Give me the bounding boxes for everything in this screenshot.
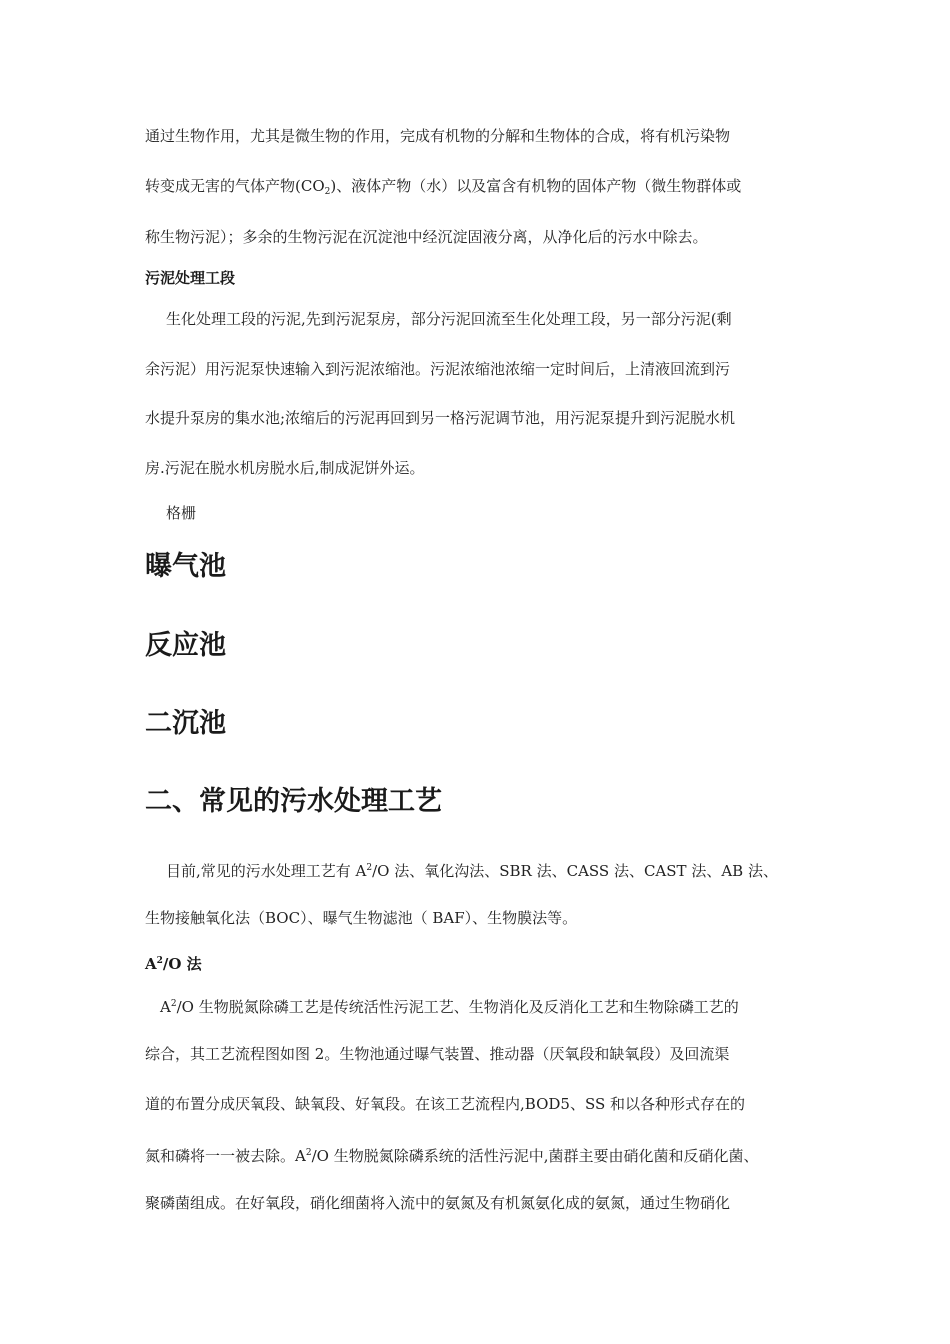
paragraph-line: 房.污泥在脱水机房脱水后,制成泥饼外运。 — [145, 459, 425, 477]
text-segment: /O 生物脱氮除磷系统的活性污泥中,菌群主要由硝化菌和反硝化菌、 — [311, 1147, 759, 1165]
text-segment: 氮和磷将一一被去除。A — [145, 1147, 306, 1165]
text-segment: A — [145, 955, 157, 973]
heading-reaction-tank: 反应池 — [145, 630, 226, 661]
text-segment: /O 法、氧化沟法、SBR 法、CASS 法、CAST 法、AB 法、 — [372, 862, 778, 880]
heading-secondary-clarifier: 二沉池 — [145, 708, 226, 739]
superscript: 2 — [170, 999, 177, 1009]
section-subheading: 污泥处理工段 — [145, 269, 236, 287]
superscript: 2 — [366, 863, 373, 873]
text-segment: /O 生物脱氮除磷工艺是传统活性污泥工艺、生物消化及反消化工艺和生物除磷工艺的 — [176, 998, 739, 1016]
paragraph-line: 生物接触氧化法（BOC）、曝气生物滤池（ BAF）、生物膜法等。 — [145, 909, 578, 927]
text-segment: 转变成无害的气体产物(CO — [145, 177, 325, 195]
subscript: 2 — [324, 187, 331, 197]
text-segment: )、液体产物（水）以及富含有机物的固体产物（微生物群体或 — [330, 177, 742, 195]
heading-aeration-tank: 曝气池 — [145, 551, 226, 582]
paragraph-line: 通过生物作用，尤其是微生物的作用，完成有机物的分解和生物体的合成，将有机污染物 — [145, 127, 731, 145]
section-heading: 二、常见的污水处理工艺 — [145, 786, 442, 817]
paragraph-line — [160, 994, 739, 1017]
text-segment: /O 法 — [162, 955, 202, 973]
section-subheading — [145, 951, 202, 974]
paragraph-line: 综合，其工艺流程图如图 2。生物池通过曝气装置、推动器（厌氧段和缺氧段）及回流渠 — [145, 1045, 730, 1063]
paragraph-line: 生化处理工段的污泥,先到污泥泵房，部分污泥回流至生化处理工段，另一部分污泥(剩 — [166, 310, 732, 328]
paragraph-line: 道的布置分成厌氧段、缺氧段、好氧段。在该工艺流程内,BOD5、SS 和以各种形式存在的 — [145, 1095, 745, 1113]
superscript: 2 — [305, 1148, 312, 1158]
paragraph-line: 称生物污泥）；多余的生物污泥在沉淀池中经沉淀固液分离，从净化后的污水中除去。 — [145, 228, 708, 246]
grille-label: 格栅 — [166, 504, 197, 522]
paragraph-line — [145, 1143, 758, 1166]
paragraph-line: 聚磷菌组成。在好氧段，硝化细菌将入流中的氨氮及有机氮氨化成的氨氮，通过生物硝化 — [145, 1194, 731, 1212]
paragraph-line — [166, 858, 778, 881]
paragraph-line: 水提升泵房的集水池;浓缩后的污泥再回到另一格污泥调节池，用污泥泵提升到污泥脱水机 — [145, 409, 736, 427]
text-segment: A — [160, 998, 171, 1016]
text-segment: 目前,常见的污水处理工艺有 A — [166, 862, 367, 880]
superscript: 2 — [156, 956, 163, 966]
paragraph-line — [145, 176, 741, 202]
paragraph-line: 余污泥）用污泥泵快速输入到污泥浓缩池。污泥浓缩池浓缩一定时间后，上清液回流到污 — [145, 360, 731, 378]
